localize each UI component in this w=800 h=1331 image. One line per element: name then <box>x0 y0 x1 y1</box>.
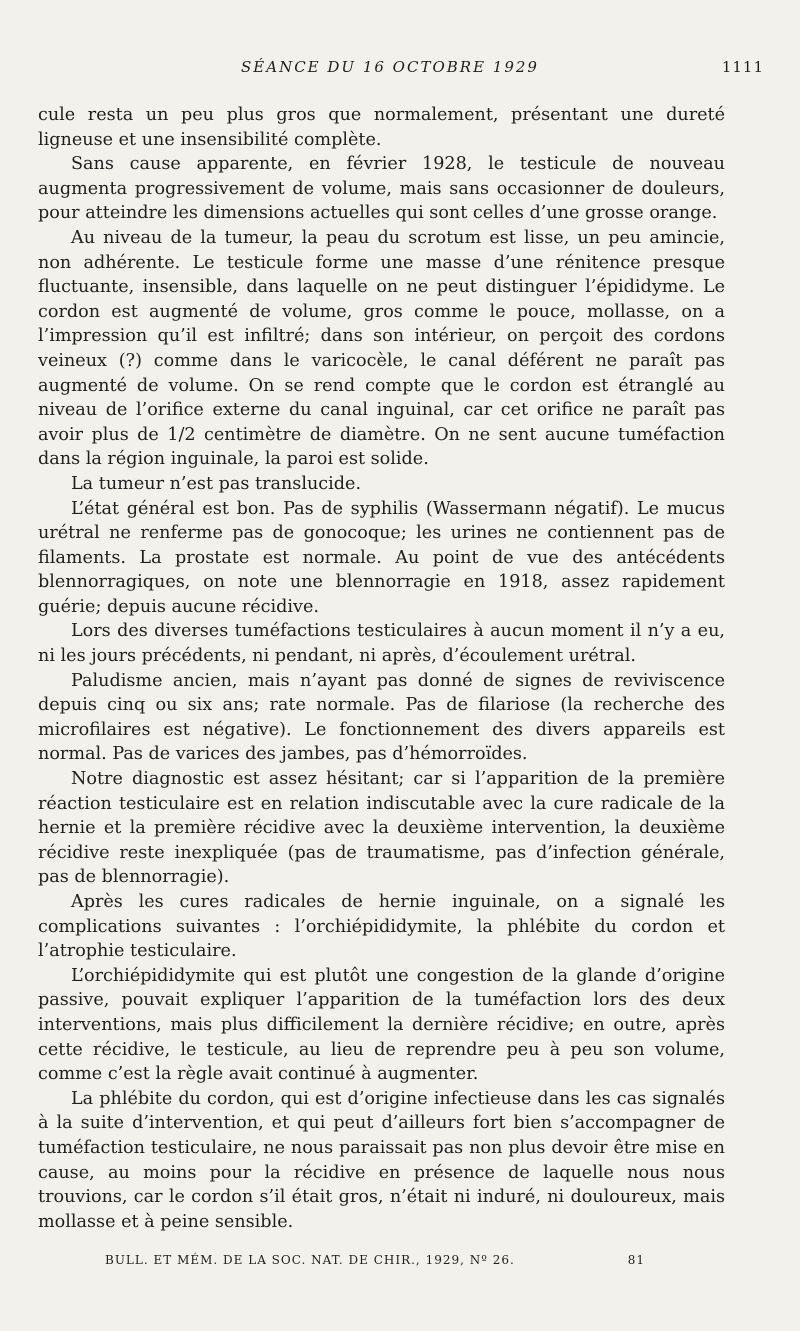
paragraph: Sans cause apparente, en février 1928, le testicule de nouveau augmenta progressivement de volume, mais sans occasionner de douleurs, pour atteindre les dimensions actuelles qui sont celles d’une grosse orange. <box>38 154 725 224</box>
paragraph: L’état général est bon. Pas de syphilis (Wassermann négatif). Le mucus urétral ne renferme pas de gonocoque; les urines ne contiennent pas de filaments. La prostate est normale. Au point de vue des antécédents blennorragiques, on note une blennorragie en 1918, assez rapidement guérie; depuis aucune récidive. <box>38 498 725 617</box>
footer-citation: BULL. ET MÉM. DE LA SOC. NAT. DE CHIR., 1929, Nº 26. <box>105 1253 515 1267</box>
footer <box>105 1253 685 1267</box>
paragraph: L’orchiépididymite qui est plutôt une congestion de la glande d’origine passive, pouvait expliquer l’apparition de la tuméfaction lors des deux interventions, mais plus difficilement la dernière récidive; en outre, après cette récidive, le testicule, au lieu de reprendre peu à peu son volume, comme c’est la règle avait continué à augmenter. <box>38 965 725 1085</box>
running-header <box>40 58 764 82</box>
body-text <box>38 103 725 1234</box>
paragraph: Au niveau de la tumeur, la peau du scrotum est lisse, un peu amincie, non adhérente. Le testicule forme une masse d’une rénitence presque fluctuante, insensible, dans laquelle on ne peut distinguer l’épididyme. Le cordon est augmenté de volume, gros comme le pouce, mollasse, on a l’impression qu’il est infiltré; dans son intérieur, on perçoit des cordons veineux (?) comme dans le varicocèle, le canal déférent ne paraît pas augmenté de volume. On se rend compte que le cordon est étranglé au niveau de l’orifice externe du canal inguinal, car cet orifice ne paraît pas avoir plus de 1/2 centimètre de diamètre. On ne sent aucune tuméfaction dans la région inguinale, la paroi est solide. <box>38 227 725 470</box>
header-title: SÉANCE DU 16 OCTOBRE 1929 <box>241 58 539 76</box>
paragraph: Notre diagnostic est assez hésitant; car si l’apparition de la première réaction testiculaire est en relation indiscutable avec la cure radicale de la hernie et la première récidive avec la deuxième intervention, la deuxième récidive reste inexpliquée (pas de traumatisme, pas d’infection générale, pas de blennorragie). <box>38 769 725 888</box>
paragraph: Après les cures radicales de hernie inguinale, on a signalé les complications suivantes : l’orchiépididymite, la phlébite du cordon et l’atrophie testiculaire. <box>38 892 725 962</box>
page-number: 1111 <box>721 58 764 76</box>
signature-mark: 81 <box>627 1253 645 1267</box>
paragraph: La phlébite du cordon, qui est d’origine infectieuse dans les cas signalés à la suite d’intervention, et qui peut d’ailleurs fort bien s’accompagner de tuméfaction testiculaire, ne nous paraissait pas non plus devoir être mise en cause, au moins pour la récidive en présence de laquelle nous nous trouvions, car le cordon s’il était gros, n’était ni induré, ni douloureux, mais mollasse et à peine sensible. <box>38 1088 725 1232</box>
paragraph: La tumeur n’est pas translucide. <box>71 473 362 494</box>
paragraph: cule resta un peu plus gros que normalement, présentant une dureté ligneuse et une insensibilité complète. <box>38 105 725 150</box>
paragraph: Paludisme ancien, mais n’ayant pas donné de signes de reviviscence depuis cinq ou six ans; rate normale. Pas de filariose (la recherche des microfilaires est négative). Le fonctionnement des divers appareils est normal. Pas de varices des jambes, pas d’hémorroïdes. <box>38 670 725 765</box>
paragraph: Lors des diverses tuméfactions testiculaires à aucun moment il n’y a eu, ni les jours précédents, ni pendant, ni après, d’écoulement urétral. <box>38 621 725 667</box>
